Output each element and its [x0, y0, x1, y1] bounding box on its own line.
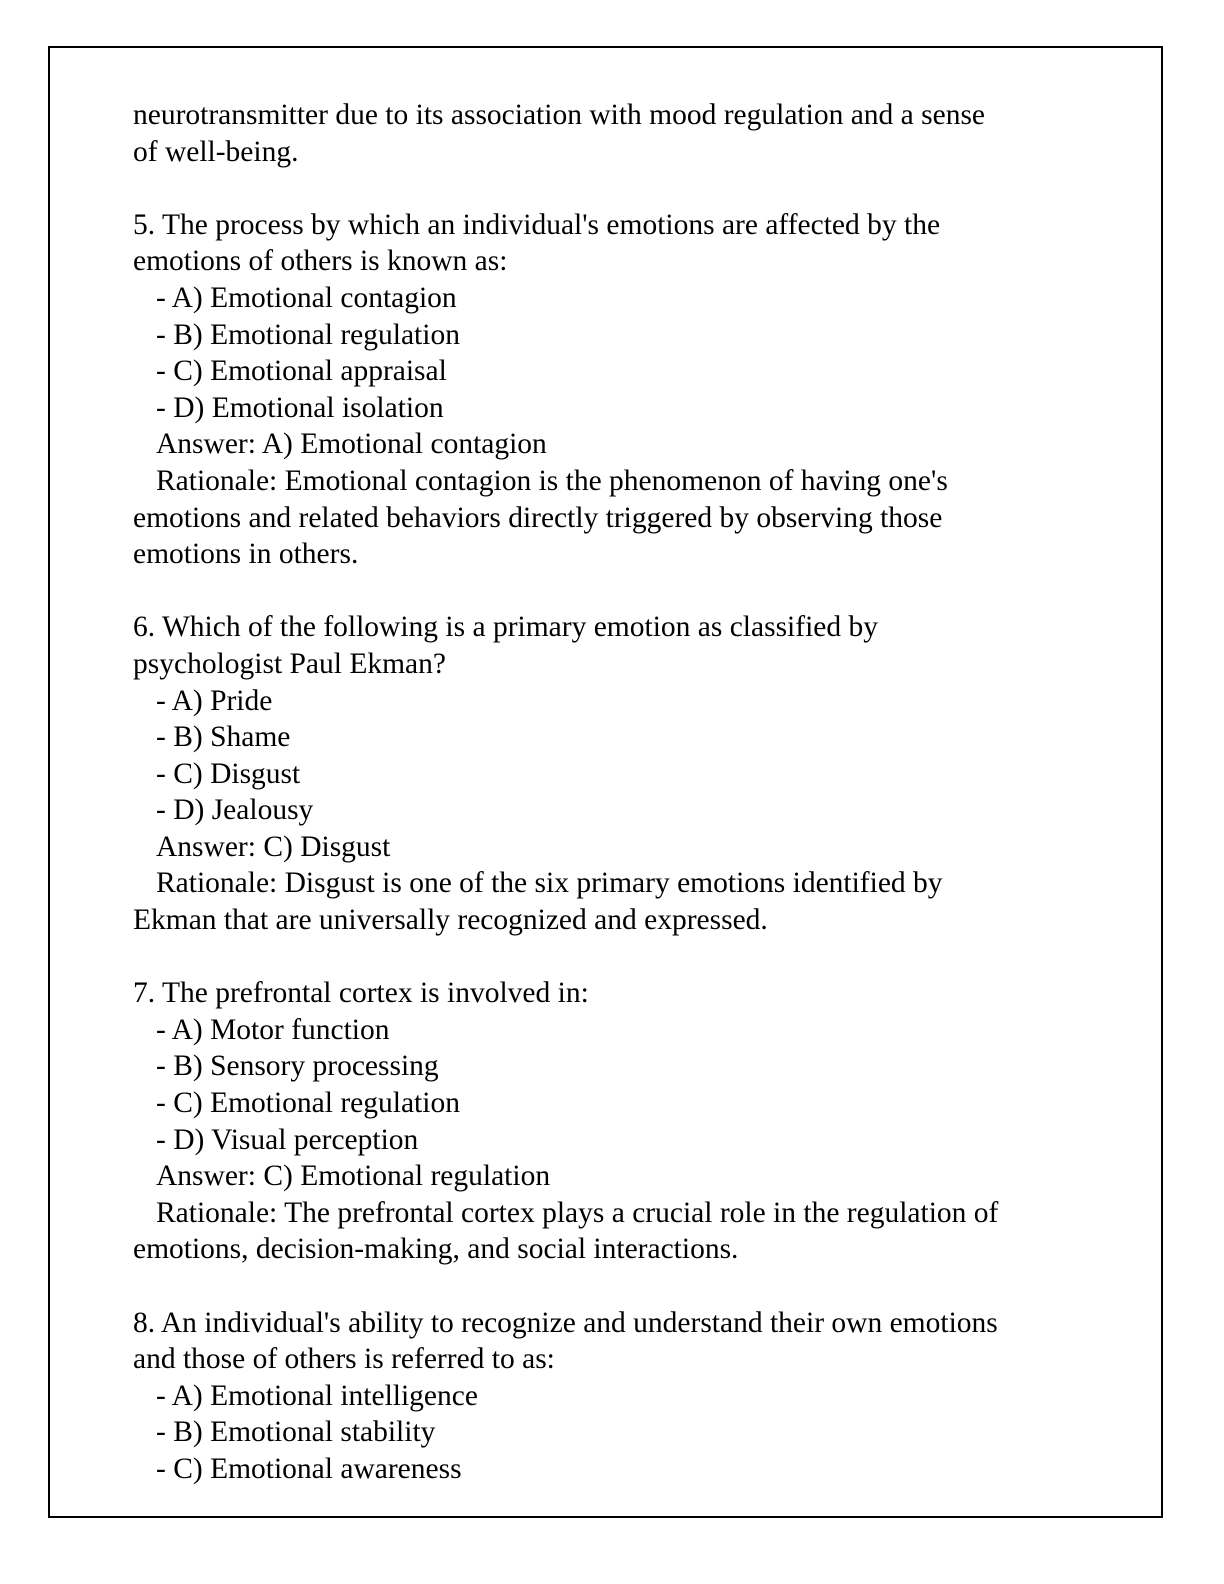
option-a: - A) Pride — [156, 684, 273, 717]
question-7 — [133, 975, 1093, 1268]
question-text: 8. An individual's ability to recognize and understand their own emotions — [133, 1306, 998, 1339]
question-text: 7. The prefrontal cortex is involved in: — [133, 977, 589, 1010]
option-a: - A) Motor function — [156, 1013, 390, 1046]
question-6 — [133, 609, 1093, 938]
document-body — [133, 97, 1093, 1488]
rationale-continued: emotions in others. — [133, 538, 359, 571]
option-a: - A) Emotional intelligence — [156, 1379, 478, 1412]
rationale: Rationale: Disgust is one of the six primary emotions identified by — [156, 867, 943, 900]
question-8 — [133, 1305, 1093, 1488]
answer: Answer: C) Disgust — [156, 830, 391, 863]
rationale-continued: Ekman that are universally recognized and expressed. — [133, 904, 768, 937]
question-text: emotions of others is known as: — [133, 245, 508, 278]
option-c: - C) Emotional regulation — [156, 1087, 460, 1120]
option-b: - B) Emotional regulation — [156, 318, 460, 351]
answer: Answer: A) Emotional contagion — [156, 428, 547, 461]
rationale: Rationale: The prefrontal cortex plays a crucial role in the regulation of — [156, 1196, 999, 1229]
intro-line: neurotransmitter due to its association with mood regulation and a sense — [133, 99, 986, 131]
option-b: - B) Sensory processing — [156, 1050, 439, 1083]
rationale: Rationale: Emotional contagion is the phenomenon of having one's — [156, 464, 948, 497]
option-b: - B) Emotional stability — [156, 1416, 436, 1449]
option-d: - D) Emotional isolation — [156, 391, 444, 424]
question-text: and those of others is referred to as: — [133, 1343, 555, 1376]
option-c: - C) Disgust — [156, 757, 301, 790]
question-text: 6. Which of the following is a primary emotion as classified by — [133, 611, 878, 644]
intro-line: of well-being. — [133, 135, 299, 168]
question-5 — [133, 207, 1093, 573]
rationale-continued: emotions and related behaviors directly triggered by observing those — [133, 501, 943, 534]
question-text: 5. The process by which an individual's emotions are affected by the — [133, 208, 941, 241]
rationale-continued: emotions, decision-making, and social interactions. — [133, 1233, 739, 1266]
question-text: psychologist Paul Ekman? — [133, 647, 446, 680]
option-c: - C) Emotional appraisal — [156, 355, 447, 388]
answer: Answer: C) Emotional regulation — [156, 1160, 551, 1193]
option-d: - D) Jealousy — [156, 794, 314, 827]
option-c: - C) Emotional awareness — [156, 1452, 462, 1485]
option-a: - A) Emotional contagion — [156, 281, 457, 314]
option-b: - B) Shame — [156, 721, 291, 754]
option-d: - D) Visual perception — [156, 1123, 419, 1156]
